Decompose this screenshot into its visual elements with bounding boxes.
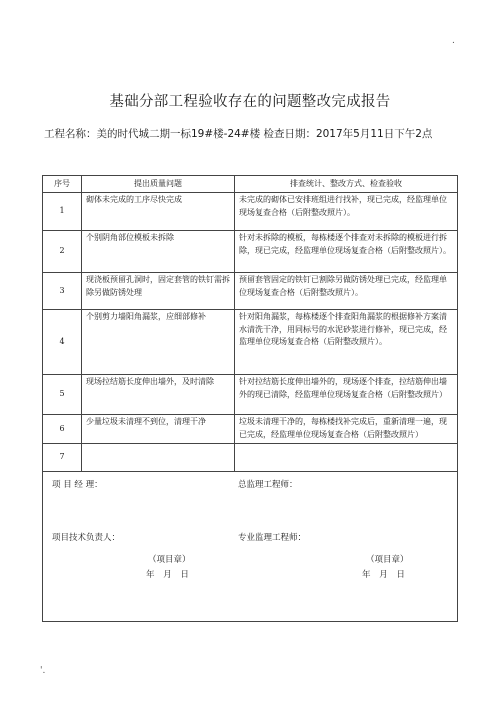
table-row <box>43 310 458 375</box>
row-number: 2 <box>43 231 82 273</box>
signature-row <box>43 472 458 622</box>
row-issue: 个别剪力墙阳角漏浆，应细部修补 <box>82 310 235 375</box>
technical-lead-label: 项目技术负责人： <box>52 533 121 543</box>
row-issue <box>82 444 235 472</box>
row-action: 针对拉结筋长度伸出墙外的，现场逐个排查，拉结筋伸出墙外的现已清除，经监理单位现场复查合格（后附整改照片） <box>235 375 458 415</box>
row-action: 垃圾未清理干净的，每栋楼找补完成后，重新清理一遍，现已完成，经监理单位现场复查合格（后附整改照片） <box>235 415 458 444</box>
header-no: 序号 <box>43 176 82 193</box>
row-issue: 现场拉结筋长度伸出墙外，及时清除 <box>82 375 235 415</box>
table-row <box>43 375 458 415</box>
row-number: 1 <box>43 193 82 231</box>
report-title: 基础分部工程验收存在的问题整改完成报告 <box>109 94 391 110</box>
row-action: 预留套管固定的铁钉已割除另做防锈处理已完成，经监理单位现场复查合格（后附整改照片）。 <box>235 273 458 310</box>
specialist-supervisor-label: 专业监理工程师： <box>238 533 307 543</box>
row-number: 3 <box>43 273 82 310</box>
table-header-row <box>43 176 458 193</box>
row-action: 未完成的砌体已安排班组进行找补，现已完成，经监理单位现场复查合格（后附整改照片）。 <box>235 193 458 231</box>
chief-supervisor-label: 总监理工程师： <box>238 480 298 490</box>
row-number: 7 <box>43 444 82 472</box>
row-issue: 砌体未完成的工序尽快完成 <box>82 193 235 231</box>
supervision-seal-label: （项目章） <box>366 555 409 565</box>
row-issue: 少量垃圾未清理不到位，清理干净 <box>82 415 235 444</box>
corner-mark-bottom: '. <box>40 666 46 676</box>
table-row <box>43 273 458 310</box>
report-table-frame <box>42 175 457 612</box>
row-issue: 个别阴角部位模板未拆除 <box>82 231 235 273</box>
row-number: 4 <box>43 310 82 375</box>
project-seal-label: （项目章） <box>148 555 191 565</box>
table-row <box>43 415 458 444</box>
table-row <box>43 444 458 472</box>
row-issue: 现浇板预留孔洞时，固定套管的铁钉需拆除另做防锈处理 <box>82 273 235 310</box>
table-row <box>43 193 458 231</box>
row-action <box>235 444 458 472</box>
row-number: 5 <box>43 375 82 415</box>
row-number: 6 <box>43 415 82 444</box>
project-manager-label: 项 目 经 理： <box>52 480 103 490</box>
header-issue: 提出质量问题 <box>82 176 235 193</box>
row-action: 针对未拆除的模板，每栋楼逐个排查对未拆除的模板进行拆除，现已完成，经监理单位现场复查合格（后附整改照片）。 <box>235 231 458 273</box>
date-left: 年 月 日 <box>146 570 189 580</box>
header-action: 排查统计、整改方式、检查验收 <box>235 176 458 193</box>
table-row <box>43 231 458 273</box>
row-action: 针对阳角漏浆，每栋楼逐个排查阳角漏浆的根据修补方案清水清洗干净，用同标号的水泥砂浆进行修补，现已完成，经监理单位现场复查合格（后附整改照片）。 <box>235 310 458 375</box>
date-right: 年 月 日 <box>362 570 405 580</box>
project-info-line: 工程名称：美的时代城二期一标19#楼-24#楼 检查日期：2017年5月11日下午2点 <box>44 128 433 140</box>
supervisor-signature-cell <box>235 472 458 622</box>
corner-mark-top: . <box>452 36 455 46</box>
contractor-signature-cell <box>43 472 235 622</box>
